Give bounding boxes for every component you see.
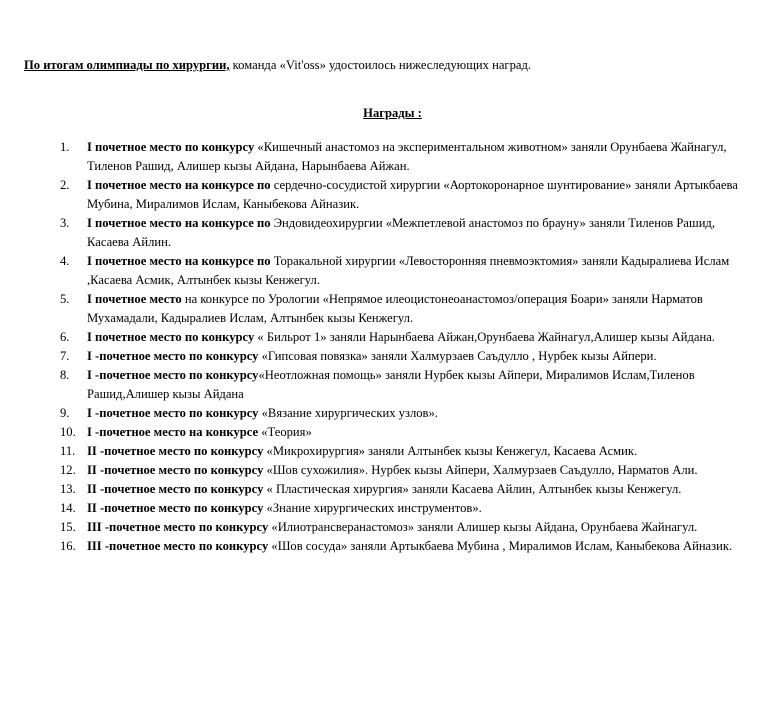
award-place: I почетное место bbox=[87, 292, 182, 306]
award-place: I почетное место по конкурсу bbox=[87, 140, 258, 154]
award-number: 7. bbox=[60, 349, 70, 363]
award-item bbox=[0, 442, 761, 461]
award-item bbox=[0, 252, 761, 290]
award-number: 6. bbox=[60, 330, 70, 344]
award-number: 15. bbox=[60, 520, 76, 534]
award-number: 4. bbox=[60, 254, 70, 268]
award-number: 14. bbox=[60, 501, 76, 515]
award-item bbox=[0, 214, 761, 252]
award-place: I -почетное место по конкурсу bbox=[87, 368, 259, 382]
award-number: 12. bbox=[60, 463, 76, 477]
award-place: I -почетное место по конкурсу bbox=[87, 349, 259, 363]
award-item bbox=[0, 328, 761, 347]
awards-list bbox=[0, 138, 761, 556]
award-number: 13. bbox=[60, 482, 76, 496]
award-place: III -почетное место по конкурсу bbox=[87, 520, 269, 534]
award-number: 1. bbox=[60, 140, 70, 154]
award-place: II -почетное место по конкурсу bbox=[87, 463, 264, 477]
award-text: сердечно-сосудистой хирургии «Аортокоронарное шунтирование» заняли Артыкбаева Мубина, Миралимов Ислам, Каныбекова Айназик. bbox=[87, 178, 738, 211]
award-text: « Бильрот 1» заняли Нарынбаева Айжан,Орунбаева Жайнагул,Алишер кызы Айдана. bbox=[254, 330, 715, 344]
award-text: «Гипсовая повязка» заняли Халмурзаев Саъдулло , Нурбек кызы Айпери. bbox=[258, 349, 657, 363]
award-text: Эндовидеохирургии «Межпетлевой анастомоз по брауну» заняли Тиленов Рашид, Касаева Айлин. bbox=[87, 216, 715, 249]
award-text: «Илиотрансверанастомоз» заняли Алишер кызы Айдана, Орунбаева Жайнагул. bbox=[268, 520, 698, 534]
award-number: 8. bbox=[60, 368, 70, 382]
award-item bbox=[0, 461, 761, 480]
intro-lead: По итогам олимпиады по хирургии, bbox=[24, 58, 230, 72]
award-item bbox=[0, 518, 761, 537]
award-text: «Кишечный анастомоз на экспериментальном животном» заняли Орунбаева Жайнагул, Тиленов Рашид, Алишер кызы Айдана, Нарынбаева Айжан. bbox=[87, 140, 727, 173]
award-number: 16. bbox=[60, 539, 76, 553]
intro-rest: команда «Vit'oss» удостоилось нижеследующих наград. bbox=[229, 58, 532, 72]
award-place: II -почетное место по конкурсу bbox=[87, 501, 264, 515]
award-text: «Теория» bbox=[258, 425, 312, 439]
award-item bbox=[0, 537, 761, 556]
award-place: I -почетное место на конкурсе bbox=[87, 425, 259, 439]
award-text: «Шов сосуда» заняли Артыкбаева Мубина , Миралимов Ислам, Каныбекова Айназик. bbox=[268, 539, 733, 553]
award-item bbox=[0, 480, 761, 499]
award-text: Торакальной хирургии «Левосторонняя пневмоэктомия» заняли Кадыралиева Ислам ,Касаева Асмик, Алтынбек кызы Кенжегул. bbox=[87, 254, 730, 287]
award-item bbox=[0, 499, 761, 518]
award-text: « Пластическая хирургия» заняли Касаева Айлин, Алтынбек кызы Кенжегул. bbox=[263, 482, 682, 496]
award-place: I почетное место по конкурсу bbox=[87, 330, 255, 344]
award-text: «Шов сухожилия». Нурбек кызы Айпери, Халмурзаев Саъдулло, Нарматов Али. bbox=[263, 463, 698, 477]
award-text: «Неотложная помощь» заняли Нурбек кызы Айпери, Миралимов Ислам,Тиленов Рашид,Алишер кызы Айдана bbox=[87, 368, 695, 401]
award-number: 2. bbox=[60, 178, 70, 192]
award-number: 9. bbox=[60, 406, 70, 420]
award-number: 5. bbox=[60, 292, 70, 306]
awards-heading: Награды : bbox=[363, 106, 422, 120]
award-item bbox=[0, 404, 761, 423]
intro-paragraph bbox=[24, 58, 531, 73]
award-item bbox=[0, 366, 761, 404]
award-text: на конкурсе по Урологии «Непрямое илеоцистонеоанастомоз/операция Боари» заняли Нарматов Мухамадали, Кадыралиев Ислам, Алтынбек кызы Кенжегул. bbox=[87, 292, 703, 325]
award-place: I почетное место на конкурсе по bbox=[87, 178, 271, 192]
award-place: I -почетное место по конкурсу bbox=[87, 406, 259, 420]
award-item bbox=[0, 290, 761, 328]
award-number: 10. bbox=[60, 425, 76, 439]
award-item bbox=[0, 176, 761, 214]
award-place: II -почетное место по конкурсу bbox=[87, 444, 264, 458]
award-text: «Знание хирургических инструментов». bbox=[263, 501, 482, 515]
award-place: I почетное место на конкурсе по bbox=[87, 254, 271, 268]
award-item bbox=[0, 138, 761, 176]
award-number: 3. bbox=[60, 216, 70, 230]
award-place: II -почетное место по конкурсу bbox=[87, 482, 264, 496]
award-place: I почетное место на конкурсе по bbox=[87, 216, 271, 230]
award-text: «Микрохирургия» заняли Алтынбек кызы Кенжегул, Касаева Асмик. bbox=[263, 444, 638, 458]
award-item bbox=[0, 347, 761, 366]
award-text: «Вязание хирургических узлов». bbox=[258, 406, 438, 420]
award-place: III -почетное место по конкурсу bbox=[87, 539, 269, 553]
award-item bbox=[0, 423, 761, 442]
award-number: 11. bbox=[60, 444, 76, 458]
